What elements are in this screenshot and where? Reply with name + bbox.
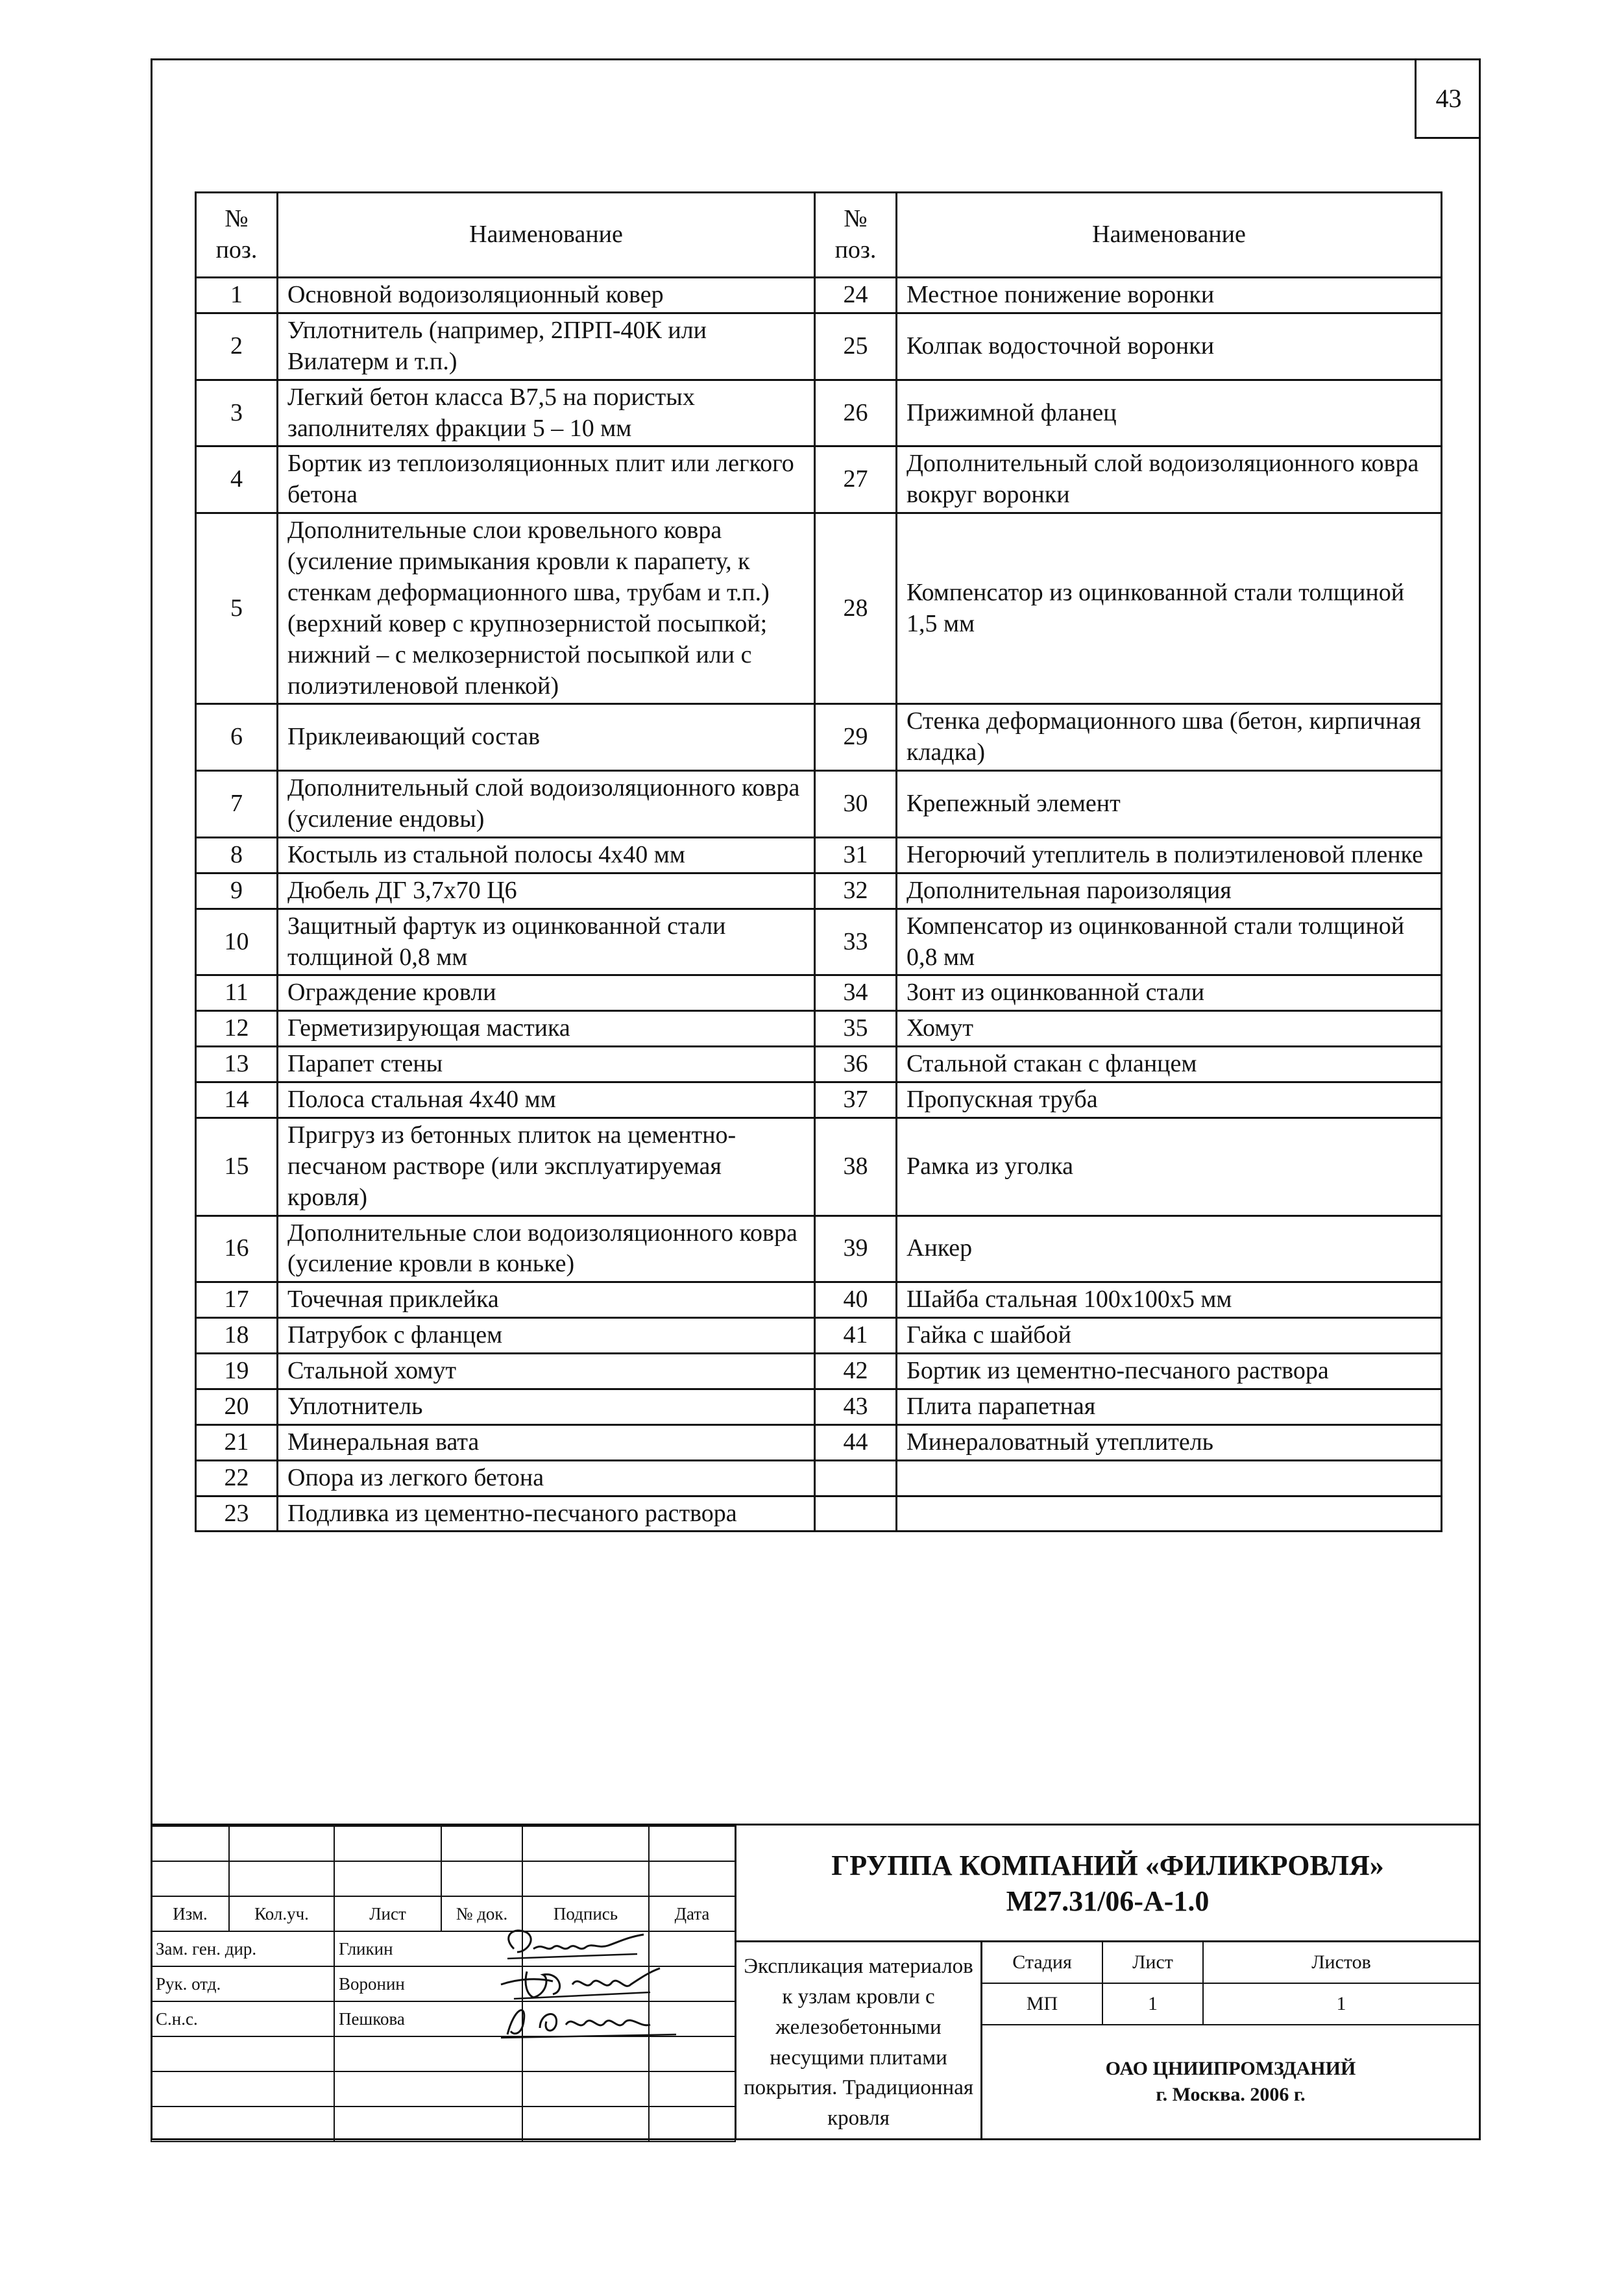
cell-pos-left: 9 bbox=[196, 873, 278, 909]
table-row bbox=[196, 446, 1442, 513]
cell-pos-right: 28 bbox=[815, 513, 897, 704]
cell-pos-right: 32 bbox=[815, 873, 897, 909]
cell-name-left: Пригруз из бетонных плиток на цементно-песчаном растворе (или эксплуатируемая кровля) bbox=[278, 1117, 815, 1215]
cell-pos-right: 44 bbox=[815, 1424, 897, 1460]
cell-pos-left: 19 bbox=[196, 1354, 278, 1389]
cell-pos-left: 18 bbox=[196, 1318, 278, 1354]
cell-pos-left: 17 bbox=[196, 1282, 278, 1318]
rev-kol: Кол.уч. bbox=[229, 1896, 334, 1931]
cell-name-left: Уплотнитель bbox=[278, 1389, 815, 1424]
table-row bbox=[196, 1354, 1442, 1389]
cell-pos-left: 13 bbox=[196, 1047, 278, 1082]
cell-pos-left: 8 bbox=[196, 837, 278, 873]
table-row bbox=[196, 704, 1442, 771]
header-name-right: Наименование bbox=[897, 193, 1442, 278]
person-name: Пешкова bbox=[334, 2001, 522, 2036]
cell-name-right: Местное понижение воронки bbox=[897, 278, 1442, 313]
cell-pos-right: 43 bbox=[815, 1389, 897, 1424]
cell-pos-left: 6 bbox=[196, 704, 278, 771]
person-role: Рук. отд. bbox=[151, 1966, 334, 2001]
cell-pos-right: 25 bbox=[815, 313, 897, 380]
rev-izm: Изм. bbox=[151, 1896, 229, 1931]
cell-name-right: Негорючий утеплитель в полиэтиленовой пленке bbox=[897, 837, 1442, 873]
organization bbox=[982, 2023, 1479, 2140]
cell-pos-right: 41 bbox=[815, 1318, 897, 1354]
cell-name-right: Гайка с шайбой bbox=[897, 1318, 1442, 1354]
cell-pos-left: 21 bbox=[196, 1424, 278, 1460]
sheet-value: 1 bbox=[1102, 1983, 1203, 2025]
cell-name-left: Минеральная вата bbox=[278, 1424, 815, 1460]
table-row bbox=[196, 513, 1442, 704]
cell-name-right: Колпак водосточной воронки bbox=[897, 313, 1442, 380]
stage-header: Стадия bbox=[982, 1942, 1102, 1983]
table-row bbox=[196, 1318, 1442, 1354]
cell-name-right: Хомут bbox=[897, 1011, 1442, 1047]
cell-pos-right: 42 bbox=[815, 1354, 897, 1389]
title-block bbox=[151, 1824, 1481, 2140]
table-row bbox=[196, 873, 1442, 909]
stage-table bbox=[982, 1942, 1479, 2025]
cell-name-right bbox=[897, 1496, 1442, 1532]
cell-pos-right: 29 bbox=[815, 704, 897, 771]
cell-name-left: Уплотнитель (например, 2ПРП-40К или Вилатерм и т.п.) bbox=[278, 313, 815, 380]
cell-pos-right: 34 bbox=[815, 975, 897, 1011]
table-row bbox=[196, 909, 1442, 975]
document-code: М27.31/06-А-1.0 bbox=[1006, 1885, 1210, 1917]
cell-name-right: Стенка деформационного шва (бетон, кирпичная кладка) bbox=[897, 704, 1442, 771]
cell-name-right: Минераловатный утеплитель bbox=[897, 1424, 1442, 1460]
table-row bbox=[196, 1424, 1442, 1460]
header-pos-left: № поз. bbox=[196, 193, 278, 278]
cell-pos-right: 27 bbox=[815, 446, 897, 513]
sheet-description: Экспликация материалов к узлам кровли с железобетонными несущими плитами покрытия. Традиционная кровля bbox=[735, 1942, 982, 2140]
header-name-left: Наименование bbox=[278, 193, 815, 278]
company-header bbox=[735, 1826, 1479, 1942]
cell-pos-left: 11 bbox=[196, 975, 278, 1011]
cell-pos-right: 40 bbox=[815, 1282, 897, 1318]
materials-table bbox=[195, 191, 1442, 1532]
cell-pos-right bbox=[815, 1496, 897, 1532]
organization-name: ОАО ЦНИИПРОМЗДАНИЙ bbox=[1105, 2057, 1356, 2079]
cell-pos-left: 20 bbox=[196, 1389, 278, 1424]
person-role: Зам. ген. дир. bbox=[151, 1931, 334, 1966]
sheets-value: 1 bbox=[1203, 1983, 1479, 2025]
cell-pos-right: 30 bbox=[815, 771, 897, 838]
page-number: 43 bbox=[1415, 60, 1481, 139]
rev-list: Лист bbox=[334, 1896, 441, 1931]
cell-name-left: Подливка из цементно-песчаного раствора bbox=[278, 1496, 815, 1532]
cell-name-left: Защитный фартук из оцинкованной стали толщиной 0,8 мм bbox=[278, 909, 815, 975]
signature-peshkova bbox=[488, 1996, 683, 2044]
cell-name-right: Стальной стакан с фланцем bbox=[897, 1047, 1442, 1082]
cell-pos-left: 16 bbox=[196, 1215, 278, 1282]
cell-name-right: Компенсатор из оцинкованной стали толщиной 1,5 мм bbox=[897, 513, 1442, 704]
cell-name-left: Легкий бетон класса В7,5 на пористых заполнителях фракции 5 – 10 мм bbox=[278, 380, 815, 446]
cell-name-right: Компенсатор из оцинкованной стали толщиной 0,8 мм bbox=[897, 909, 1442, 975]
person-name: Воронин bbox=[334, 1966, 522, 2001]
cell-name-left: Дополнительный слой водоизоляционного ковра (усиление ендовы) bbox=[278, 771, 815, 838]
cell-name-left: Стальной хомут bbox=[278, 1354, 815, 1389]
cell-pos-right: 38 bbox=[815, 1117, 897, 1215]
cell-pos-left: 5 bbox=[196, 513, 278, 704]
cell-name-right: Анкер bbox=[897, 1215, 1442, 1282]
cell-name-right: Плита парапетная bbox=[897, 1389, 1442, 1424]
cell-name-left: Ограждение кровли bbox=[278, 975, 815, 1011]
sheet-header: Лист bbox=[1102, 1942, 1203, 1983]
cell-pos-left: 10 bbox=[196, 909, 278, 975]
cell-pos-right: 35 bbox=[815, 1011, 897, 1047]
cell-pos-left: 22 bbox=[196, 1460, 278, 1496]
cell-pos-left: 7 bbox=[196, 771, 278, 838]
cell-pos-right: 33 bbox=[815, 909, 897, 975]
table-row bbox=[196, 1117, 1442, 1215]
person-role: С.н.с. bbox=[151, 2001, 334, 2036]
cell-pos-right: 24 bbox=[815, 278, 897, 313]
cell-pos-left: 1 bbox=[196, 278, 278, 313]
cell-name-left: Приклеивающий состав bbox=[278, 704, 815, 771]
table-row bbox=[196, 837, 1442, 873]
cell-pos-right: 36 bbox=[815, 1047, 897, 1082]
cell-name-right: Дополнительный слой водоизоляционного ковра вокруг воронки bbox=[897, 446, 1442, 513]
table-row bbox=[196, 1082, 1442, 1118]
cell-pos-right: 37 bbox=[815, 1082, 897, 1118]
cell-name-left: Дюбель ДГ 3,7х70 Ц6 bbox=[278, 873, 815, 909]
cell-name-left: Опора из легкого бетона bbox=[278, 1460, 815, 1496]
organization-city: г. Москва. 2006 г. bbox=[1156, 2084, 1306, 2105]
cell-name-left: Бортик из теплоизоляционных плит или легкого бетона bbox=[278, 446, 815, 513]
cell-name-left: Парапет стены bbox=[278, 1047, 815, 1082]
table-header-row bbox=[196, 193, 1442, 278]
cell-name-left: Дополнительные слои водоизоляционного ковра (усиление кровли в коньке) bbox=[278, 1215, 815, 1282]
cell-name-right: Пропускная труба bbox=[897, 1082, 1442, 1118]
cell-pos-right bbox=[815, 1460, 897, 1496]
table-row bbox=[196, 1282, 1442, 1318]
sheets-header: Листов bbox=[1203, 1942, 1479, 1983]
table-row bbox=[196, 278, 1442, 313]
cell-name-left: Костыль из стальной полосы 4х40 мм bbox=[278, 837, 815, 873]
cell-pos-left: 3 bbox=[196, 380, 278, 446]
company-name: ГРУППА КОМПАНИЙ «ФИЛИКРОВЛЯ» bbox=[831, 1849, 1384, 1881]
cell-name-left: Герметизирующая мастика bbox=[278, 1011, 815, 1047]
cell-name-left: Дополнительные слои кровельного ковра (усиление примыкания кровли к парапету, к стенкам деформационного шва, трубам и т.п.) (верхний ковер с крупнозернистой посыпкой; нижний – с мелкозернистой посыпкой или с полиэтиленовой пленкой) bbox=[278, 513, 815, 704]
header-pos-right: № поз. bbox=[815, 193, 897, 278]
cell-pos-right: 31 bbox=[815, 837, 897, 873]
table-row bbox=[196, 1460, 1442, 1496]
cell-name-right: Прижимной фланец bbox=[897, 380, 1442, 446]
table-row bbox=[196, 771, 1442, 838]
cell-name-right: Зонт из оцинкованной стали bbox=[897, 975, 1442, 1011]
table-row bbox=[196, 1011, 1442, 1047]
cell-pos-left: 14 bbox=[196, 1082, 278, 1118]
cell-name-right: Рамка из уголка bbox=[897, 1117, 1442, 1215]
table-row bbox=[196, 380, 1442, 446]
cell-name-right: Крепежный элемент bbox=[897, 771, 1442, 838]
table-row bbox=[196, 1215, 1442, 1282]
rev-date: Дата bbox=[649, 1896, 735, 1931]
table-row bbox=[196, 1496, 1442, 1532]
cell-pos-right: 39 bbox=[815, 1215, 897, 1282]
table-row bbox=[196, 975, 1442, 1011]
cell-pos-left: 23 bbox=[196, 1496, 278, 1532]
cell-name-right: Шайба стальная 100х100х5 мм bbox=[897, 1282, 1442, 1318]
cell-pos-left: 12 bbox=[196, 1011, 278, 1047]
cell-name-left: Основной водоизоляционный ковер bbox=[278, 278, 815, 313]
cell-name-left: Патрубок с фланцем bbox=[278, 1318, 815, 1354]
cell-name-left: Точечная приклейка bbox=[278, 1282, 815, 1318]
cell-name-right: Бортик из цементно-песчаного раствора bbox=[897, 1354, 1442, 1389]
cell-name-left: Полоса стальная 4х40 мм bbox=[278, 1082, 815, 1118]
rev-sign: Подпись bbox=[522, 1896, 649, 1931]
cell-pos-right: 26 bbox=[815, 380, 897, 446]
cell-pos-left: 15 bbox=[196, 1117, 278, 1215]
person-name: Гликин bbox=[334, 1931, 522, 1966]
table-row bbox=[196, 1047, 1442, 1082]
table-row bbox=[196, 1389, 1442, 1424]
rev-doc: № док. bbox=[441, 1896, 522, 1931]
cell-pos-left: 4 bbox=[196, 446, 278, 513]
cell-name-right bbox=[897, 1460, 1442, 1496]
stage-value: МП bbox=[982, 1983, 1102, 2025]
cell-name-right: Дополнительная пароизоляция bbox=[897, 873, 1442, 909]
cell-pos-left: 2 bbox=[196, 313, 278, 380]
table-row bbox=[196, 313, 1442, 380]
